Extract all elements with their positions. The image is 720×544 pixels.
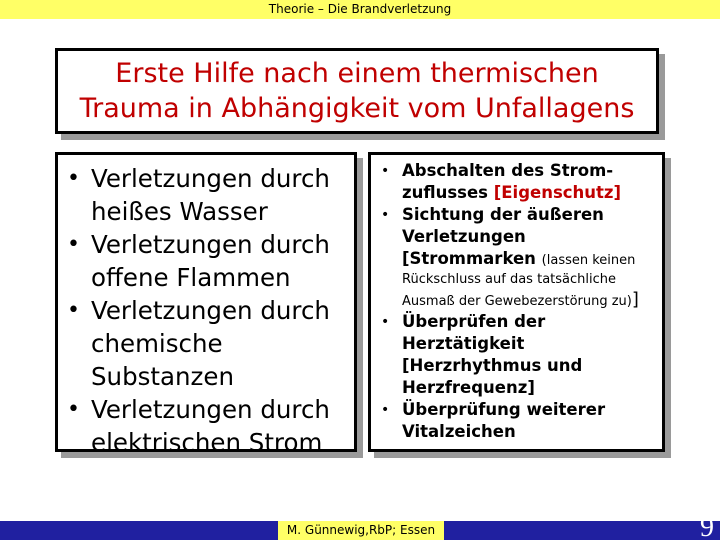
list-item-text: Herzfrequenz]	[402, 378, 535, 397]
bullet-icon: •	[381, 163, 390, 179]
left-content-box	[55, 152, 357, 457]
strommarken-note: (lassen keinen	[541, 253, 636, 268]
list-item	[371, 311, 639, 399]
list-item	[58, 162, 330, 228]
list-item-text: Überprüfen der	[402, 312, 546, 331]
page-number: 9	[700, 512, 714, 543]
list-item	[58, 393, 330, 459]
bullet-icon: •	[67, 397, 80, 422]
eigenschutz-note: [Eigenschutz]	[493, 183, 622, 202]
bullet-icon: •	[67, 232, 80, 257]
list-item	[371, 204, 639, 311]
footer-author-box	[278, 521, 444, 540]
strommarken-note: Rückschluss auf das tatsächliche	[402, 272, 616, 287]
footer-text: M. Günnewig,RbP; Essen	[286, 523, 436, 537]
title-line-2: Trauma in Abhängigkeit vom Unfallagens	[79, 93, 635, 124]
list-item-text: [Strommarken	[402, 249, 536, 268]
list-item-text: Abschalten des Strom-	[402, 161, 614, 180]
list-item	[58, 228, 330, 294]
list-item	[371, 160, 639, 204]
bullet-icon: •	[381, 314, 390, 330]
title-line-1: Erste Hilfe nach einem thermischen	[115, 58, 599, 89]
bullet-icon: •	[67, 298, 80, 323]
list-item-text: Vitalzeichen	[402, 422, 516, 441]
list-item-text: Verletzungen durch	[91, 230, 330, 259]
list-item	[371, 399, 639, 443]
closing-bracket: ]	[631, 289, 639, 310]
header-bar	[0, 0, 720, 19]
bullet-icon: •	[67, 166, 80, 191]
right-content-box	[368, 152, 665, 452]
list-item	[58, 294, 330, 393]
header-text: Theorie – Die Brandverletzung	[268, 2, 452, 16]
list-item-text: Verletzungen	[402, 227, 526, 246]
list-item-text: chemische	[91, 329, 223, 358]
list-item-text: offene Flammen	[91, 263, 291, 292]
strommarken-note: Ausmaß der Gewebezerstörung zu)	[402, 294, 632, 309]
title-box	[55, 48, 659, 134]
list-item-text: Verletzungen durch	[91, 395, 330, 424]
list-item-text: Verletzungen durch	[91, 296, 330, 325]
bullet-icon: •	[381, 207, 390, 223]
list-item-text: Verletzungen durch	[91, 164, 330, 193]
list-item-text: Sichtung der äußeren	[402, 205, 604, 224]
bullet-icon: •	[381, 402, 390, 418]
footer-bar	[0, 512, 720, 543]
list-item-text: [Herzrhythmus und	[402, 356, 583, 375]
list-item-text: Herztätigkeit	[402, 334, 525, 353]
list-item-text: zuflusses	[402, 183, 488, 202]
list-item-text: heißes Wasser	[91, 197, 268, 226]
list-item-text: elektrischen Strom	[91, 428, 323, 457]
left-bullet-list	[58, 162, 330, 459]
list-item-text: Überprüfung weiterer	[402, 400, 606, 419]
right-bullet-list	[371, 160, 639, 443]
list-item-text: Substanzen	[91, 362, 235, 391]
